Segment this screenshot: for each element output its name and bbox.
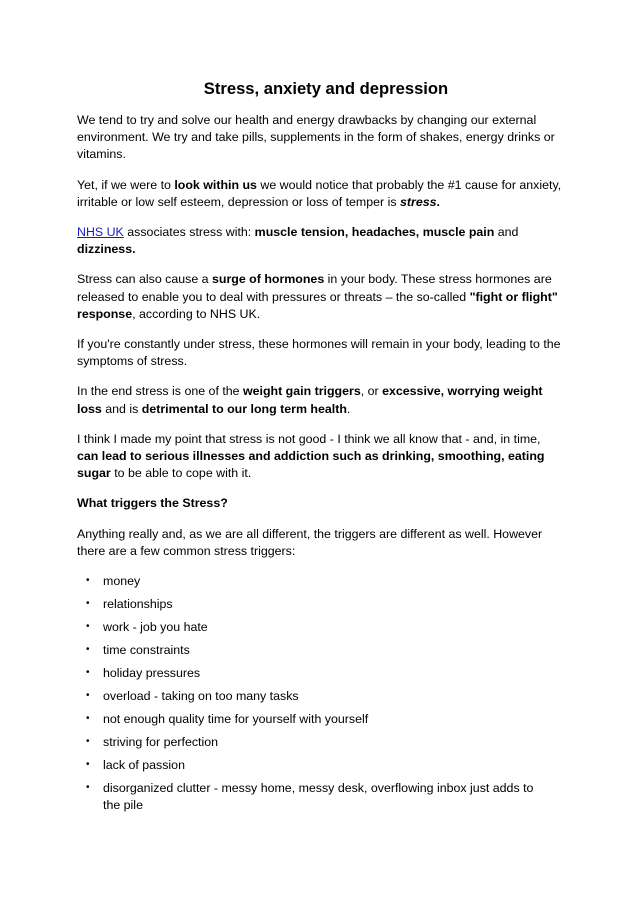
text-run: and is [101,401,142,416]
bold-text: look within us [174,177,257,192]
bold-text: can lead to serious illnesses and addiction such as drinking, smoothing, eating sugar [77,449,545,481]
list-item [77,688,565,705]
bold-text: . [436,194,440,209]
list-item-text: overload - taking on too many tasks [103,689,299,704]
list-item [77,665,565,682]
list-item [77,619,565,636]
text-run: I think I made my point that stress is not good - I think we all know that - and, in time, [77,431,541,446]
list-item-text: money [103,574,141,589]
list-item [77,780,565,814]
text-run: , or [360,384,383,399]
bold-text: dizziness. [77,242,136,257]
paragraph-look-within [77,177,565,211]
bullet-icon: • [86,782,90,794]
list-item [77,757,565,774]
list-item-text: striving for perfection [103,735,219,750]
section-heading: What triggers the Stress? [77,496,228,511]
bold-text: "fight or flight" response [77,289,558,321]
text-run: , according to NHS UK. [132,306,261,321]
bullet-icon: • [86,690,90,702]
page-title: Stress, anxiety and depression [203,79,449,98]
text-run: we would notice that probably the #1 cause for anxiety, irritable or low self esteem, depression or loss of temper is [77,177,562,209]
bullet-icon: • [86,713,90,725]
paragraph-intro: We tend to try and solve our health and energy drawbacks by changing our external environment. We try and take pills, supplements in the form of shakes, energy drinks or vitamins. [77,113,555,162]
list-item-text: disorganized clutter - messy home, messy desk, overflowing inbox just adds to the pile [103,781,534,813]
paragraph-hormones [77,271,565,323]
list-item [77,596,565,613]
bullet-icon: • [86,598,90,610]
list-item [77,642,565,659]
list-item [77,573,565,590]
paragraph-constant-stress: If you're constantly under stress, these hormones will remain in your body, leading to the symptoms of stress. [77,337,561,369]
bold-text: weight gain triggers [243,384,361,399]
bullet-icon: • [86,667,90,679]
paragraph-triggers-intro: Anything really and, as we are all different, the triggers are different as well. However there are a few common stress triggers: [77,526,543,558]
document-page [77,79,565,820]
text-run: and [494,225,519,240]
bullet-icon: • [86,621,90,633]
paragraph-nhs [77,224,565,258]
list-item [77,734,565,751]
trigger-list [77,573,565,814]
list-item-text: relationships [103,597,173,612]
bullet-icon: • [86,759,90,771]
text-run: in your body. These stress hormones are released to enable you to deal with pressures or threats – the so-called [77,272,552,304]
bullet-icon: • [86,736,90,748]
list-item-text: time constraints [103,643,190,658]
paragraph-point [77,431,565,483]
bold-text: surge of hormones [212,272,325,287]
list-item-text: not enough quality time for yourself with yourself [103,712,369,727]
bold-text: detrimental to our long term health [141,401,347,416]
text-run: . [346,401,351,416]
bold-italic-text: stress [399,194,437,209]
bullet-icon: • [86,575,90,587]
list-item-text: lack of passion [103,758,185,773]
text-run: to be able to cope with it. [110,466,252,481]
bullet-icon: • [86,644,90,656]
text-run: Stress can also cause a [77,272,212,287]
bold-text: muscle tension, headaches, muscle pain [254,225,495,240]
list-item [77,711,565,728]
bold-text: excessive, worrying weight loss [77,384,543,416]
text-run: Yet, if we were to [77,177,175,192]
list-item-text: holiday pressures [103,666,201,681]
text-run: In the end stress is one of the [77,384,243,399]
nhs-uk-link[interactable]: NHS UK [77,225,124,240]
list-item-text: work - job you hate [103,620,208,635]
paragraph-weight [77,383,565,417]
text-run: associates stress with: [123,225,255,240]
